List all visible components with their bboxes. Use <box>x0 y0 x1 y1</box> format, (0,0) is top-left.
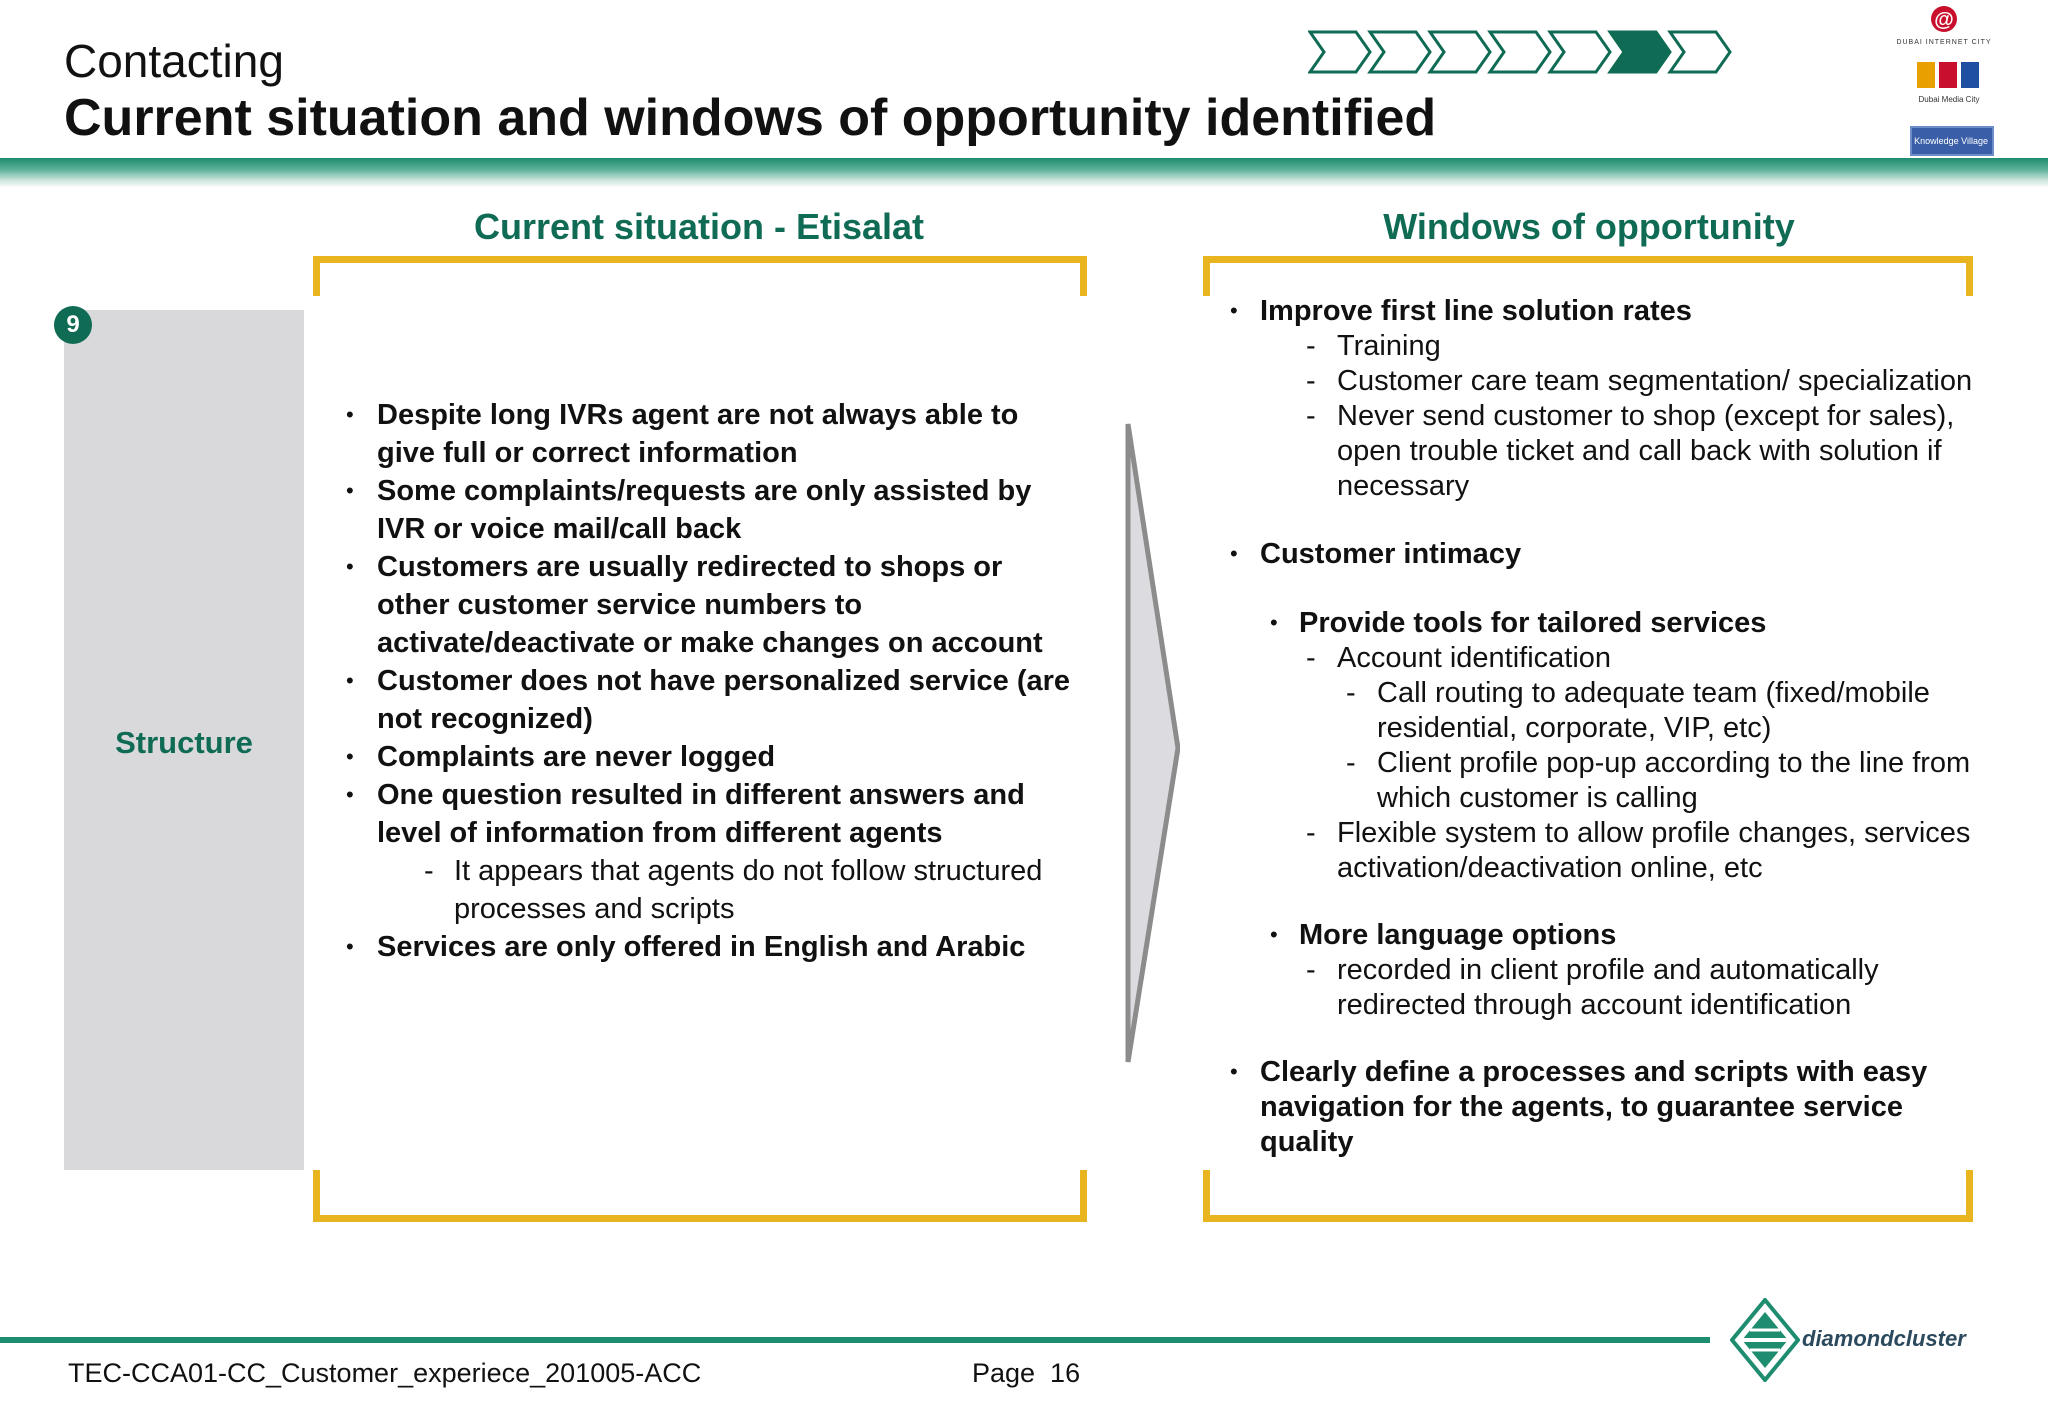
opportunity-sub-account-id: Account identification <box>1337 642 1612 674</box>
bullet-dot: • <box>1270 922 1278 947</box>
footer-divider <box>0 1337 1710 1343</box>
current-item-1: Despite long IVRs agent are not always able to <box>377 399 1019 431</box>
dash-marker: - <box>1346 677 1356 709</box>
row-label: Structure <box>115 725 253 760</box>
progress-step-active <box>1610 32 1670 72</box>
dash-marker: - <box>1306 400 1316 432</box>
opportunity-sub-flexible-cont: activation/deactivation online, etc <box>1337 852 1763 884</box>
dash-marker: - <box>1346 747 1356 779</box>
at-sign-icon <box>1924 4 1964 34</box>
diamondcluster-logo <box>1730 1298 2000 1382</box>
opportunity-sub-recorded-cont: redirected through account identification <box>1337 989 1852 1021</box>
opportunity-item-2b: More language options <box>1299 919 1617 951</box>
progress-chevrons <box>1308 28 1732 76</box>
current-subitem-6: It appears that agents do not follow structured <box>454 855 1043 887</box>
bullet-dot: • <box>1230 541 1238 566</box>
current-subitem-6-cont: processes and scripts <box>454 893 735 925</box>
opportunity-item-3: Clearly define a processes and scripts with easy <box>1260 1056 1928 1088</box>
dash-marker: - <box>1306 817 1316 849</box>
section-title: Contacting <box>64 35 284 87</box>
opportunity-sub-call-routing-cont: residential, corporate, VIP, etc) <box>1377 712 1772 744</box>
right-bracket-bottom <box>1203 1170 1973 1222</box>
media-city-icon <box>1909 60 1989 90</box>
current-item-3-cont2: activate/deactivate or make changes on account <box>377 627 1043 659</box>
current-item-1-cont: give full or correct information <box>377 437 798 469</box>
current-item-2-cont: IVR or voice mail/call back <box>377 513 742 545</box>
footer-doc-id: TEC-CCA01-CC_Customer_experiece_201005-ACC <box>68 1358 702 1388</box>
bullet-dot: • <box>346 744 354 769</box>
progress-steps <box>1310 32 1730 72</box>
row-number-badge: 9 <box>54 306 92 344</box>
diamondcluster-wordmark: diamondcluster <box>1802 1326 1966 1351</box>
opportunity-item-3-cont2: quality <box>1260 1126 1354 1158</box>
opportunity-heading: Windows of opportunity <box>1383 206 1795 247</box>
opportunity-sub-popup-cont: which customer is calling <box>1377 782 1698 814</box>
left-bracket-top <box>313 256 1087 296</box>
bullet-dot: • <box>1230 298 1238 323</box>
bullet-dot: • <box>346 478 354 503</box>
bullet-dot: • <box>346 782 354 807</box>
progress-step <box>1370 32 1430 72</box>
dash-marker: - <box>1306 365 1316 397</box>
dash-marker: - <box>1306 954 1316 986</box>
diamond-logo-icon <box>1730 1298 1800 1382</box>
logo-dubai-internet-city <box>1894 4 1994 50</box>
opportunity-sub-call-routing: Call routing to adequate team (fixed/mobile <box>1377 677 1930 709</box>
page-title: Current situation and windows of opportunity identified <box>64 89 1437 147</box>
opportunity-sub-shop-cont2: necessary <box>1337 470 1470 502</box>
current-item-4-cont: not recognized) <box>377 703 593 735</box>
progress-step <box>1430 32 1490 72</box>
bullet-dot: • <box>346 554 354 579</box>
bullet-dot: • <box>346 402 354 427</box>
opportunity-item-3-cont: navigation for the agents, to guarantee service <box>1260 1091 1903 1123</box>
opportunity-sub-shop: Never send customer to shop (except for sales), <box>1337 400 1955 432</box>
opportunity-sub-training: Training <box>1337 330 1441 362</box>
progress-step <box>1310 32 1370 72</box>
logo-knowledge-village <box>1910 126 1994 156</box>
opportunity-sub-flexible: Flexible system to allow profile changes, services <box>1337 817 1971 849</box>
bullet-dot: • <box>1230 1059 1238 1084</box>
current-item-7: Services are only offered in English and Arabic <box>377 931 1026 963</box>
opportunity-sub-shop-cont: open trouble ticket and call back with solution if <box>1337 435 1942 467</box>
logo-dubai-media-city <box>1904 60 1994 112</box>
logo-text-dmc: Dubai Media City <box>1918 95 1980 104</box>
opportunity-item-2: Customer intimacy <box>1260 538 1522 570</box>
left-bracket-bottom <box>313 1170 1087 1222</box>
svg-text:@: @ <box>1934 9 1954 31</box>
current-situation-heading: Current situation - Etisalat <box>473 206 925 247</box>
footer-page-number: Page 16 <box>972 1358 1081 1388</box>
opportunity-sub-popup: Client profile pop-up according to the line from <box>1377 747 1971 779</box>
progress-step <box>1550 32 1610 72</box>
current-item-6-cont: level of information from different agents <box>377 817 943 849</box>
current-item-5: Complaints are never logged <box>377 741 776 773</box>
current-item-3-cont: other customer service numbers to <box>377 589 863 621</box>
progress-step <box>1670 32 1730 72</box>
current-item-3: Customers are usually redirected to shops or <box>377 551 1003 583</box>
logo-text-dic: DUBAI INTERNET CITY <box>1896 39 1992 46</box>
bullet-dot: • <box>346 934 354 959</box>
dash-marker: - <box>1306 330 1316 362</box>
opportunity-item-2a: Provide tools for tailored services <box>1299 607 1767 639</box>
right-bracket-top <box>1203 256 1973 296</box>
progress-step <box>1490 32 1550 72</box>
logo-text-kv: Knowledge Village <box>1914 136 1988 146</box>
dash-marker: - <box>1306 642 1316 674</box>
bullet-dot: • <box>346 668 354 693</box>
dash-marker: - <box>424 855 434 887</box>
bullet-dot: • <box>1270 610 1278 635</box>
opportunity-sub-recorded: recorded in client profile and automatically <box>1337 954 1879 986</box>
current-item-4: Customer does not have personalized service (are <box>377 665 1071 697</box>
opportunity-sub-segmentation: Customer care team segmentation/ specialization <box>1337 365 1973 397</box>
current-item-2: Some complaints/requests are only assisted by <box>377 475 1032 507</box>
opportunity-item-1: Improve first line solution rates <box>1260 295 1692 327</box>
arrow-right-icon <box>1120 418 1180 1068</box>
header-divider <box>0 158 2048 188</box>
current-item-6: One question resulted in different answers and <box>377 779 1025 811</box>
